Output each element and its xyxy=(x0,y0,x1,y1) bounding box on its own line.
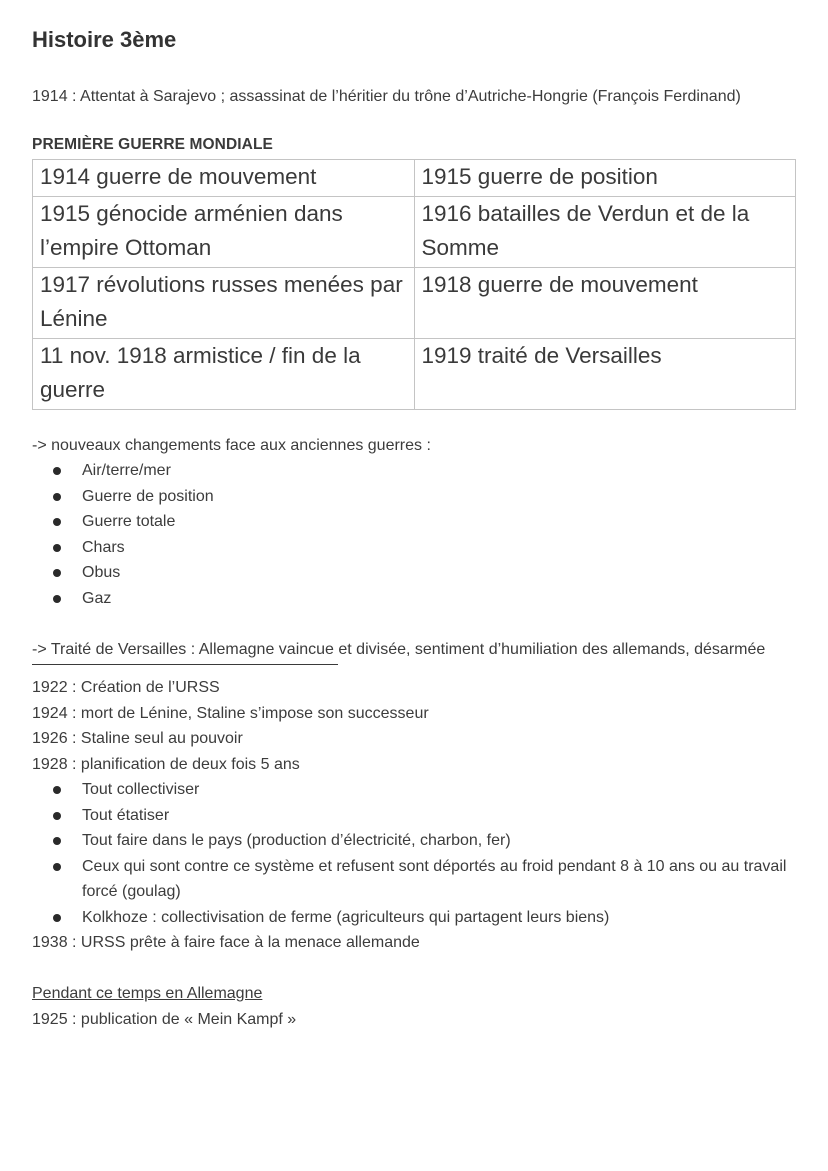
list-item: Guerre de position xyxy=(32,484,802,510)
list-item: Obus xyxy=(32,560,802,586)
list-item: Tout collectiviser xyxy=(32,777,802,803)
plan-list xyxy=(32,777,802,930)
list-item: Gaz xyxy=(32,586,802,612)
urss-event: 1928 : planification de deux fois 5 ans xyxy=(32,755,300,773)
ww1-heading: PREMIÈRE GUERRE MONDIALE xyxy=(32,135,273,153)
bullet-icon xyxy=(53,595,61,603)
table-cell: 1915 guerre de position xyxy=(414,159,796,196)
urss-event: 1922 : Création de l’URSS xyxy=(32,679,220,696)
page-title: Histoire 3ème xyxy=(32,27,177,52)
bullet-icon xyxy=(53,544,61,552)
list-item: Air/terre/mer xyxy=(32,458,802,484)
germany-heading: Pendant ce temps en Allemagne xyxy=(32,985,263,1002)
bullet-icon xyxy=(53,914,61,922)
bullet-icon xyxy=(53,493,61,501)
table-row xyxy=(33,267,796,338)
table-cell: 1917 révolutions russes menées par Lénine xyxy=(33,267,415,338)
list-item: Kolkhoze : collectivisation de ferme (agriculteurs qui partagent leurs biens) xyxy=(32,905,802,931)
table-cell: 1918 guerre de mouvement xyxy=(414,267,796,338)
list-item: Guerre totale xyxy=(32,509,802,535)
table-cell: 11 nov. 1918 armistice / fin de la guerre xyxy=(33,338,415,409)
urss-event: 1926 : Staline seul au pouvoir xyxy=(32,730,243,747)
list-item: Tout faire dans le pays (production d’électricité, charbon, fer) xyxy=(32,828,802,854)
urss-event: 1924 : mort de Lénine, Staline s’impose son successeur xyxy=(32,704,429,722)
table-cell: 1914 guerre de mouvement xyxy=(33,159,415,196)
bullet-icon xyxy=(53,518,61,526)
germany-event: 1925 : publication de « Mein Kampf » xyxy=(32,1010,297,1028)
intro-paragraph: 1914 : Attentat à Sarajevo ; assassinat de l’héritier du trône d’Autriche-Hongrie (François Ferdinand) xyxy=(32,88,741,105)
table-cell: 1915 génocide arménien dans l’empire Ottoman xyxy=(33,196,415,267)
bullet-icon xyxy=(53,863,61,871)
bullet-icon xyxy=(53,467,61,475)
bullet-icon xyxy=(53,569,61,577)
table-cell: 1919 traité de Versailles xyxy=(414,338,796,409)
list-item: Chars xyxy=(32,535,802,561)
ww1-timeline-table xyxy=(32,159,796,410)
versailles-note: -> Traité de Versailles : Allemagne vaincue et divisée, sentiment d’humiliation des allemands, désarmée xyxy=(32,640,766,658)
table-row xyxy=(33,159,796,196)
document-page xyxy=(32,24,802,1032)
bullet-icon xyxy=(53,812,61,820)
horizontal-divider xyxy=(32,664,338,665)
bullet-icon xyxy=(53,786,61,794)
bullet-icon xyxy=(53,837,61,845)
list-item: Tout étatiser xyxy=(32,803,802,829)
changes-intro: -> nouveaux changements face aux anciennes guerres : xyxy=(32,436,431,454)
changes-list xyxy=(32,458,802,611)
urss-event: 1938 : URSS prête à faire face à la menace allemande xyxy=(32,934,420,951)
table-cell: 1916 batailles de Verdun et de la Somme xyxy=(414,196,796,267)
table-row xyxy=(33,338,796,409)
list-item: Ceux qui sont contre ce système et refusent sont déportés au froid pendant 8 à 10 ans ou au travail forcé (goulag) xyxy=(32,854,802,905)
table-row xyxy=(33,196,796,267)
